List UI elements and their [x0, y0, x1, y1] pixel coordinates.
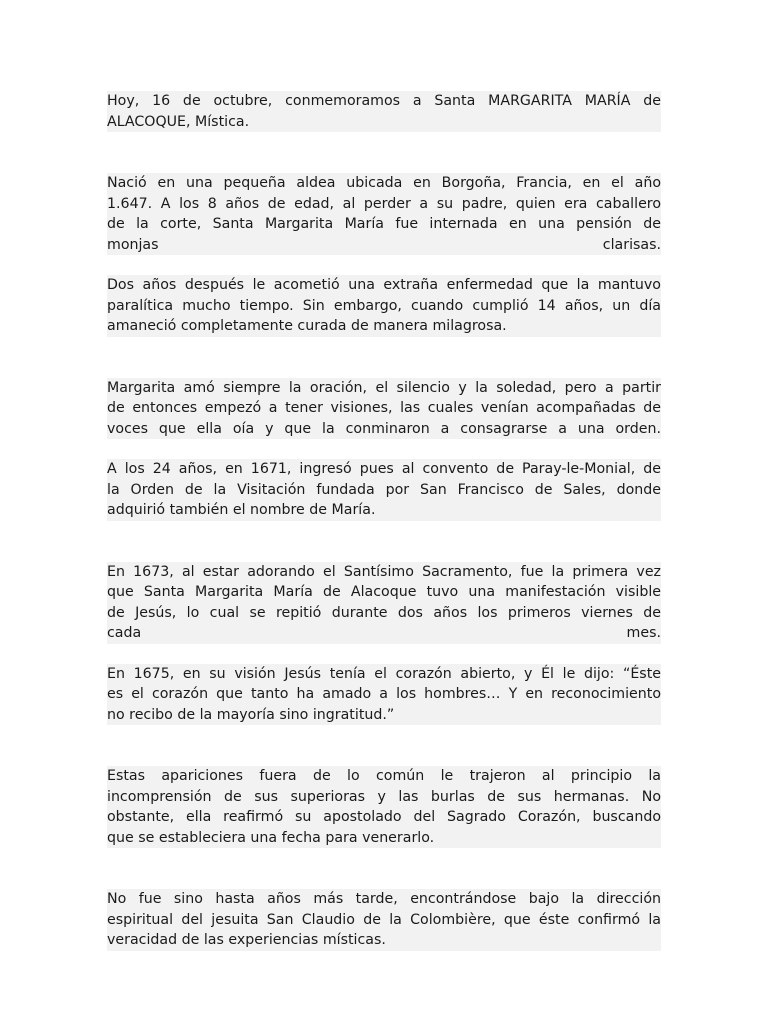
text-line: Nació en una pequeña aldea ubicada en Borgoña, Francia, en el año [107, 173, 661, 194]
paragraph-convent [107, 459, 661, 521]
text-line: No fue sino hasta años más tarde, encontrándose bajo la dirección [107, 889, 661, 910]
text-line: de Jesús, lo cual se repitió durante dos años los primeros viernes de [107, 603, 661, 624]
paragraph-confirmation [107, 889, 661, 951]
paragraph-birth [107, 173, 661, 255]
text-line: amaneció completamente curada de manera milagrosa. [107, 316, 661, 337]
paragraph-intro [107, 91, 661, 132]
text-line: que se estableciera una fecha para venerarlo. [107, 828, 661, 849]
paragraph-visions [107, 378, 661, 440]
text-line: Margarita amó siempre la oración, el silencio y la soledad, pero a partir [107, 378, 661, 399]
text-line: voces que ella oía y que la conminaron a consagrarse a una orden. [107, 419, 661, 440]
document-body [107, 91, 661, 951]
text-line: A los 24 años, en 1671, ingresó pues al convento de Paray-le-Monial, de [107, 459, 661, 480]
text-line: que Santa Margarita María de Alacoque tuvo una manifestación visible [107, 582, 661, 603]
text-line: la Orden de la Visitación fundada por San Francisco de Sales, donde [107, 480, 661, 501]
text-line: Hoy, 16 de octubre, conmemoramos a Santa MARGARITA MARÍA de [107, 91, 661, 112]
paragraph-1675 [107, 664, 661, 726]
text-line: de entonces empezó a tener visiones, las cuales venían acompañadas de [107, 398, 661, 419]
text-line: paralítica mucho tiempo. Sin embargo, cuando cumplió 14 años, un día [107, 296, 661, 317]
text-line: Dos años después le acometió una extraña enfermedad que la mantuvo [107, 275, 661, 296]
text-line: incomprensión de sus superioras y las burlas de sus hermanas. No [107, 787, 661, 808]
text-line: es el corazón que tanto ha amado a los hombres… Y en reconocimiento [107, 684, 661, 705]
text-line: no recibo de la mayoría sino ingratitud.” [107, 705, 661, 726]
paragraph-apparitions [107, 766, 661, 848]
text-line: En 1673, al estar adorando el Santísimo Sacramento, fue la primera vez [107, 562, 661, 583]
text-line: ALACOQUE, Mística. [107, 112, 661, 133]
text-line: obstante, ella reafirmó su apostolado del Sagrado Corazón, buscando [107, 807, 661, 828]
text-line: de la corte, Santa Margarita María fue internada en una pensión de [107, 214, 661, 235]
paragraph-1673 [107, 562, 661, 644]
text-line: Estas apariciones fuera de lo común le trajeron al principio la [107, 766, 661, 787]
text-line: veracidad de las experiencias místicas. [107, 930, 661, 951]
text-line: En 1675, en su visión Jesús tenía el corazón abierto, y Él le dijo: “Éste [107, 664, 661, 685]
text-line: cada mes. [107, 623, 661, 644]
text-line: espiritual del jesuita San Claudio de la Colombière, que éste confirmó la [107, 910, 661, 931]
text-line: adquirió también el nombre de María. [107, 500, 661, 521]
text-line: 1.647. A los 8 años de edad, al perder a su padre, quien era caballero [107, 194, 661, 215]
paragraph-illness [107, 275, 661, 337]
text-line: monjas clarisas. [107, 235, 661, 256]
